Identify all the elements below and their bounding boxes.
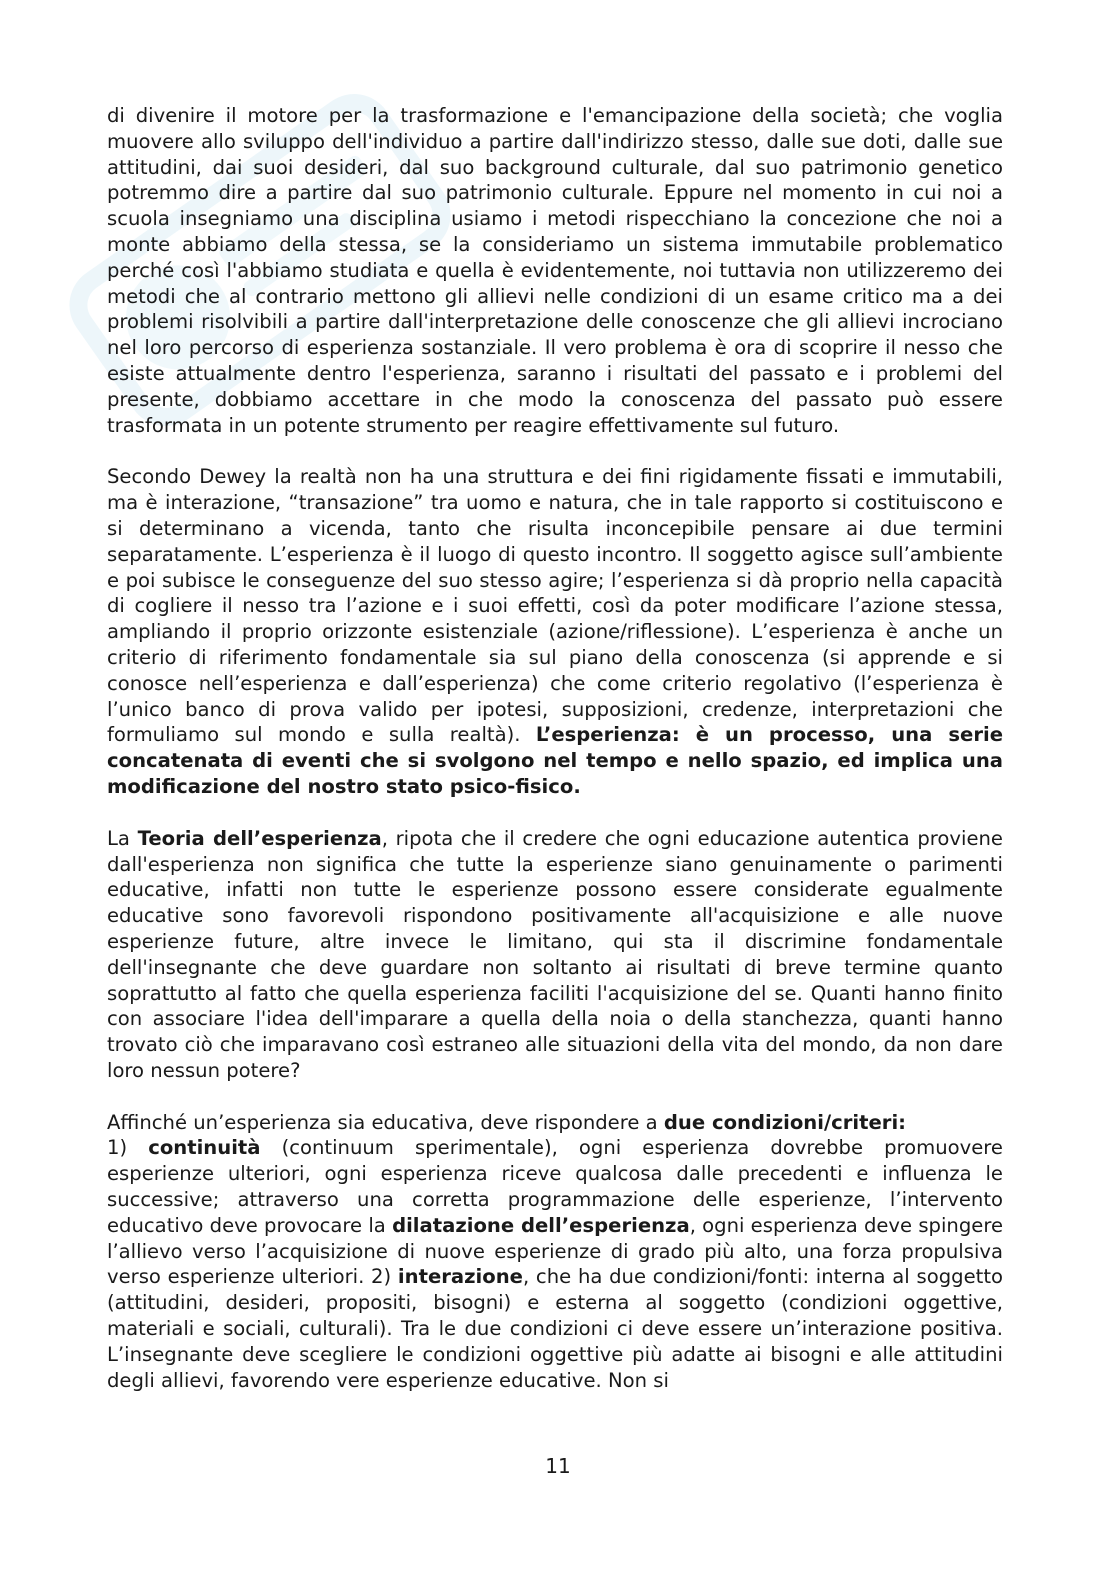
paragraph-1: di divenire il motore per la trasformazione e l'emancipazione della società; che voglia muovere allo sviluppo dell'individuo a partire dall'indirizzo stesso, dalle sue doti, dalle sue attitudini, dai suoi desideri, dal suo background culturale, dal suo patrimonio genetico potremmo dire a partire dal suo patrimonio culturale. Eppure nel momento in cui noi a scuola insegniamo una disciplina usiamo i metodi rispecchiano la concezione che noi a monte abbiamo della stessa, se la consideriamo un sistema immutabile problematico perché così l'abbiamo studiata e quella è evidentemente, noi tuttavia non utilizzeremo dei metodi che al contrario mettono gli allievi nelle condizioni di un esame critico ma a dei problemi risolvibili a partire dall'interpretazione delle conoscenze che gli allievi incrociano nel loro percorso di esperienza sostanziale. Il vero problema è ora di scoprire il nesso che esiste attualmente dentro l'esperienza, saranno i risultati del passato e i problemi del presente, dobbiamo accettare in che modo la conoscenza del passato può essere trasformata in un potente strumento per reagire effettivamente sul futuro. [107,104,1003,437]
paragraph-4-list-1: 1) [107,1136,149,1160]
paragraph-4 [107,1110,1003,1394]
paragraph-3 [107,826,1003,1084]
paragraph-2 [107,464,1003,799]
paragraph-4-text-3: , che ha due condizioni/fonti: interna al soggetto (attitudini, desideri, propositi, bisogni) e esterna al soggetto (condizioni oggettive, materiali e sociali, culturali). Tra le due condizioni ci deve essere un’interazione positiva. L’insegnante deve scegliere le condizioni oggettive più adatte ai bisogni e alle attitudini degli allievi, favorendo vere esperienze educative. Non si [107,1265,1003,1392]
paragraph-3-bold-title: Teoria dell’esperienza [137,826,382,850]
paragraph-2-bold-definition: L’esperienza: è un processo, una serie concatenata di eventi che si svolgono nel tempo e nello spazio, ed implica una modificazione del nostro stato psico-fisico. [107,723,1003,798]
paragraph-3-text: , ripota che il credere che ogni educazione autentica proviene dall'esperienza non significa che tutte la esperienze siano genuinamente o parimenti educative, infatti non tutte le esperienze possono essere considerate egualmente educative sono favorevoli rispondono positivamente all'acquisizione e alle nuove esperienze future, altre invece le limitano, qui sta il discrimine fondamentale dell'insegnante che deve guardare non soltanto ai risultati di breve termine quanto soprattutto al fatto che quella esperienza faciliti l'acquisizione del se. Quanti hanno finito con associare l'idea dell'imparare a quella della noia o della stanchezza, quanti hanno trovato ciò che imparavano così estraneo alle situazioni della vita del mondo, da non dare loro nessun potere? [107,826,1003,1082]
paragraph-4-text-1: (continuum sperimentale), ogni esperienza dovrebbe promuovere esperienze ulteriori, ogni esperienza riceve qualcosa dalle precedenti e influenza le successive; attraverso una corretta programmazione delle esperienze, l’intervento educativo deve provocare la [107,1136,1003,1237]
document-body [107,103,1003,1393]
page-number: 11 [545,1454,571,1478]
paragraph-4-bold-continuita: continuità [148,1136,261,1160]
paragraph-3-lead: La [107,826,138,850]
paragraph-4-bold-criteria: due condizioni/criteri: [663,1110,906,1134]
paragraph-4-lead: Affinché un’esperienza sia educativa, deve rispondere a [107,1110,664,1134]
paragraph-4-bold-dilatazione: dilatazione dell’esperienza [392,1213,690,1237]
paragraph-4-text-2: , ogni esperienza deve spingere l’allievo verso l’acquisizione di nuove esperienze di grado più alto, una forza propulsiva verso esperienze ulteriori. 2) [107,1213,1004,1289]
paragraph-2-text: Secondo Dewey la realtà non ha una struttura e dei fini rigidamente fissati e immutabili, ma è interazione, “transazione” tra uomo e natura, che in tale rapporto si costituiscono e si determinano a vicenda, tanto che risulta inconcepibile pensare ai due termini separatamente. L’esperienza è il luogo di questo incontro. Il soggetto agisce sull’ambiente e poi subisce le conseguenze del suo stesso agire; l’esperienza si dà proprio nella capacità di cogliere il nesso tra l’azione e i suoi effetti, così da poter modificare l’azione stessa, ampliando il proprio orizzonte esistenziale (azione/riflessione). L’esperienza è anche un criterio di riferimento fondamentale sia sul piano della conoscenza (si apprende e si conosce nell’esperienza e dall’esperienza) che come criterio regolativo (l’esperienza è l’unico banco di prova valido per ipotesi, supposizioni, credenze, interpretazioni che formuliamo sul mondo e sulla realtà). [107,465,1003,747]
paragraph-4-bold-interazione: interazione [397,1265,523,1289]
